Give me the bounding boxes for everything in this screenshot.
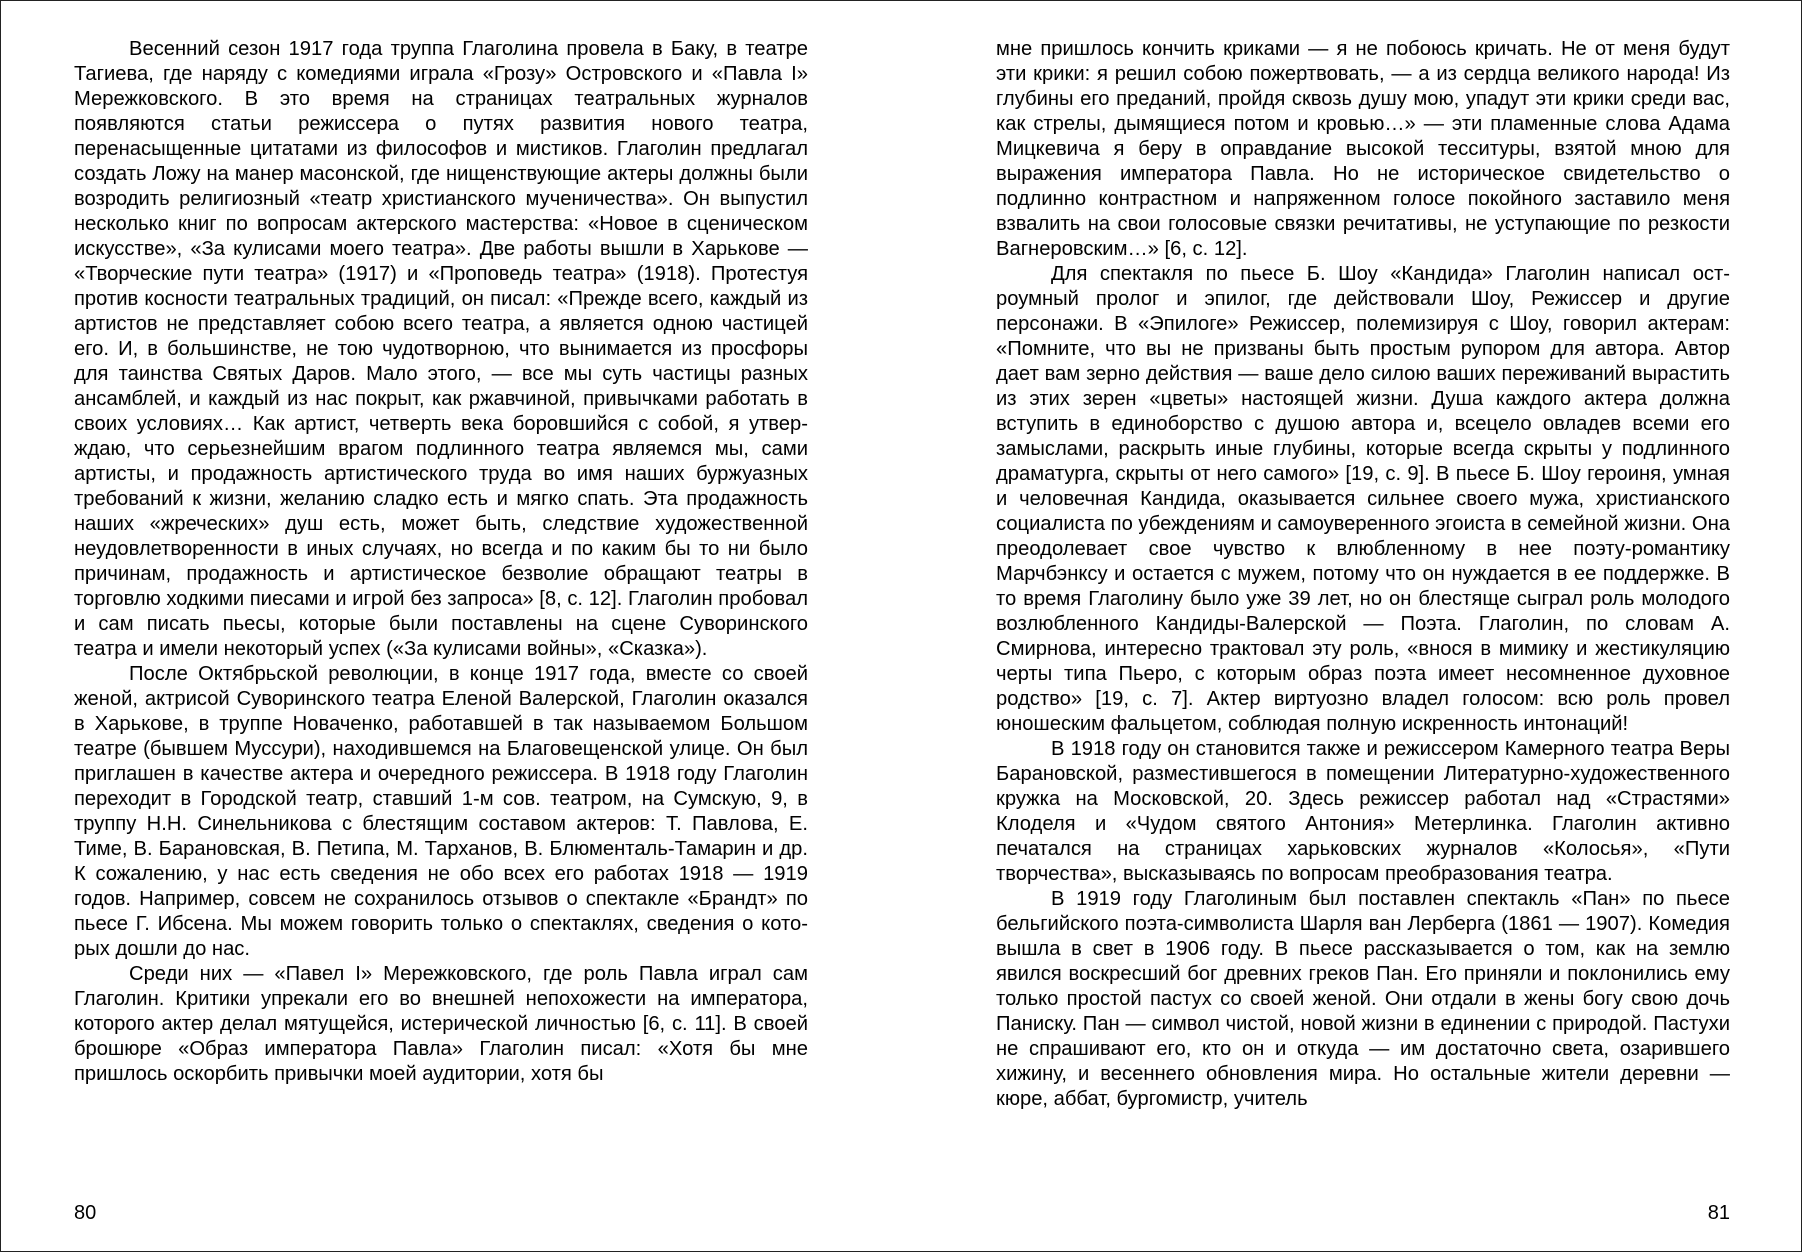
right-page-text — [996, 37, 1730, 1117]
paragraph: В 1919 году Глаголиным был поставлен спектакль «Пан» по пьесе бельгийского поэта-символиста Шарля ван Лерберга (1861 — 1907). Комедия вышла в свет в 1906 году. В пьесе рассказывается о том, как на землю явился воскресший бог древних греков Пан. Его приняли и поклонились ему только простой пастух со своей женой. Они отдали в жены богу свою дочь Паниску. Пан — символ чистой, новой жизни в единении с природой. Пастухи не спрашивают его, кто он и откуда — им достаточно света, озарившего хижину, и весеннего обновления мира. Но остальные жители деревни — кюре, аббат, бургомистр, учитель — [996, 888, 1730, 1110]
left-page-text — [74, 37, 808, 1117]
paragraph: В 1918 году он становится также и режиссером Камерного театра Веры Барановской, разместившегося в помещении Литературно-художественного кружка на Московской, 20. Здесь режиссер работал над «Страстями» Клоделя и «Чудом святого Антония» Метерлинка. Глаголин активно печатался на страницах харьковских журналов «Колосья», «Пути творчества», высказываясь по вопросам преобразования театра. — [996, 738, 1730, 885]
paragraph: Для спектакля по пьесе Б. Шоу «Кандида» Глаголин написал остроумный пролог и эпилог, где действовали Шоу, Режиссер и другие персонажи. В «Эпилоге» Режиссер, полемизируя с Шоу, говорил актерам: «Помните, что вы не призваны быть простым рупором для автора. Автор дает вам зерно действия — ваше дело силою ваших переживаний вырастить из этих зерен «цветы» настоящей жизни. Душа каждого актера должна вступить в единоборство с душою автора и, всецело овладев всеми его замыслами, раскрыть иные глубины, которые всегда скрыты у подлинного драматурга, скрыты от него самого» [19, с. 9]. В пьесе Б. Шоу героиня, умная и человечная Кандида, оказывается сильнее своего мужа, христианского социалиста по убеждениям и самоуверенного эгоиста в семейной жизни. Она преодолевает свое чувство к влюбленному в нее поэту-романтику Марчбэнксу и остается с мужем, потому что он нуждается в ее поддержке. В то время Глаголину было уже 39 лет, но он блестяще сыграл роль молодого возлюбленного Кандиды-Валерской — Поэта. Глаголин, по словам А. Смирнова, интересно трактовал эту роль, «внося в мимику и жестикуляцию черты типа Пьеро, с которым образ поэта имеет несомненное духовное родство» [19, с. 7]. Актер виртуозно владел голосом: всю роль провел юношеским фальцетом, соблюдая полную искренность интонаций! — [996, 263, 1730, 735]
paragraph: После Октябрьской революции, в конце 1917 года, вместе со своей женой, актрисой Суворинского театра Еленой Валерской, Глаголин оказался в Харькове, в труппе Новаченко, работавшей в так называемом Большом театре (бывшем Муссури), находившемся на Благовещенской улице. Он был приглашен в качестве актера и очередного режиссера. В 1918 году Глаголин переходит в Городской театр, ставший 1-м сов. театром, на Сумскую, 9, в труппу Н.Н. Синельникова с блестящим составом актеров: Т. Павлова, Е. Тиме, В. Барановская, В. Петипа, М. Тарханов, В. Блюменталь-Тамарин и др. К сожалению, у нас есть сведения не обо всех его работах 1918 — 1919 годов. Например, совсем не сохранилось отзывов о спектакле «Брандт» по пьесе Г. Ибсена. Мы можем говорить только о спектаклях, сведения о которых дошли до нас. — [74, 663, 808, 960]
paragraph: Весенний сезон 1917 года труппа Глаголина провела в Баку, в театре Тагиева, где наряду с комедиями играла «Грозу» Островского и «Павла I» Мережковского. В это время на страницах театральных журналов появляются статьи режиссера о путях развития нового театра, перенасыщенные цитатами из философов и мистиков. Глаголин предлагал создать Ложу на манер масонской, где нищенствующие актеры должны были возродить религиозный «театр христианского мученичества». Он выпустил несколько книг по вопросам актерского мастерства: «Новое в сценическом искусстве», «За кулисами моего театра». Две работы вышли в Харькове — «Творческие пути театра» (1917) и «Проповедь театра» (1918). Протестуя против косности театральных традиций, он писал: «Прежде всего, каждый из артистов не представляет собою всего театра, а является одною частицей его. И, в большинстве, не тою чудотворною, что вынимается из просфоры для таинства Святых Даров. Мало этого, — все мы суть частицы разных ансамблей, и каждый из нас покрыт, как ржавчиной, привычками работать в своих условиях… Как артист, четверть века боровшийся с собой, я утверждаю, что серьезнейшим врагом подлинного театра являемся мы, сами артисты, и продажность артистического труда во имя наших буржуазных требований к жизни, желанию сладко есть и мягко спать. Эта продажность наших «жреческих» душ есть, может быть, следствие художественной неудовлетворенности в иных случаях, но всегда и по каким бы то ни было причинам, продажность и артистическое безволие обращают театры в торговлю ходкими пиесами и игрой без запроса» [8, с. 12]. Глаголин пробовал и сам писать пьесы, которые были поставлены на сцене Суворинского театра и имели некоторый успех («За кулисами войны», «Сказка»). — [74, 38, 808, 660]
page-number-right: 81 — [1707, 1202, 1730, 1224]
paragraph-continuation: мне пришлось кончить криками — я не побоюсь кричать. Не от меня будут эти крики: я решил собою пожертвовать, — а из сердца великого народа! Из глубины его преданий, пройдя сквозь душу мою, упадут эти крики среди вас, как стрелы, дымящиеся потом и кровью…» — эти пламенные слова Адама Мицкевича я беру в оправдание высокой тесситуры, взятой мною для выражения императора Павла. Но не историческое свидетельство о подлинно контрастном и напряженном голосе покойного заставило меня взвалить на свои голосовые связки речитативы, не уступающие по резкости Вагнеровским…» [6, с. 12]. — [996, 38, 1730, 260]
page-number-left: 80 — [74, 1202, 97, 1224]
paragraph: Среди них — «Павел I» Мережковского, где роль Павла играл сам Глаголин. Критики упрекали его во внешней непохожести на императора, которого актер делал мятущейся, истерической личностью [6, с. 11]. В своей брошюре «Образ императора Павла» Глаголин писал: «Хотя бы мне пришлось оскорбить привычки моей аудитории, хотя бы — [74, 963, 808, 1085]
